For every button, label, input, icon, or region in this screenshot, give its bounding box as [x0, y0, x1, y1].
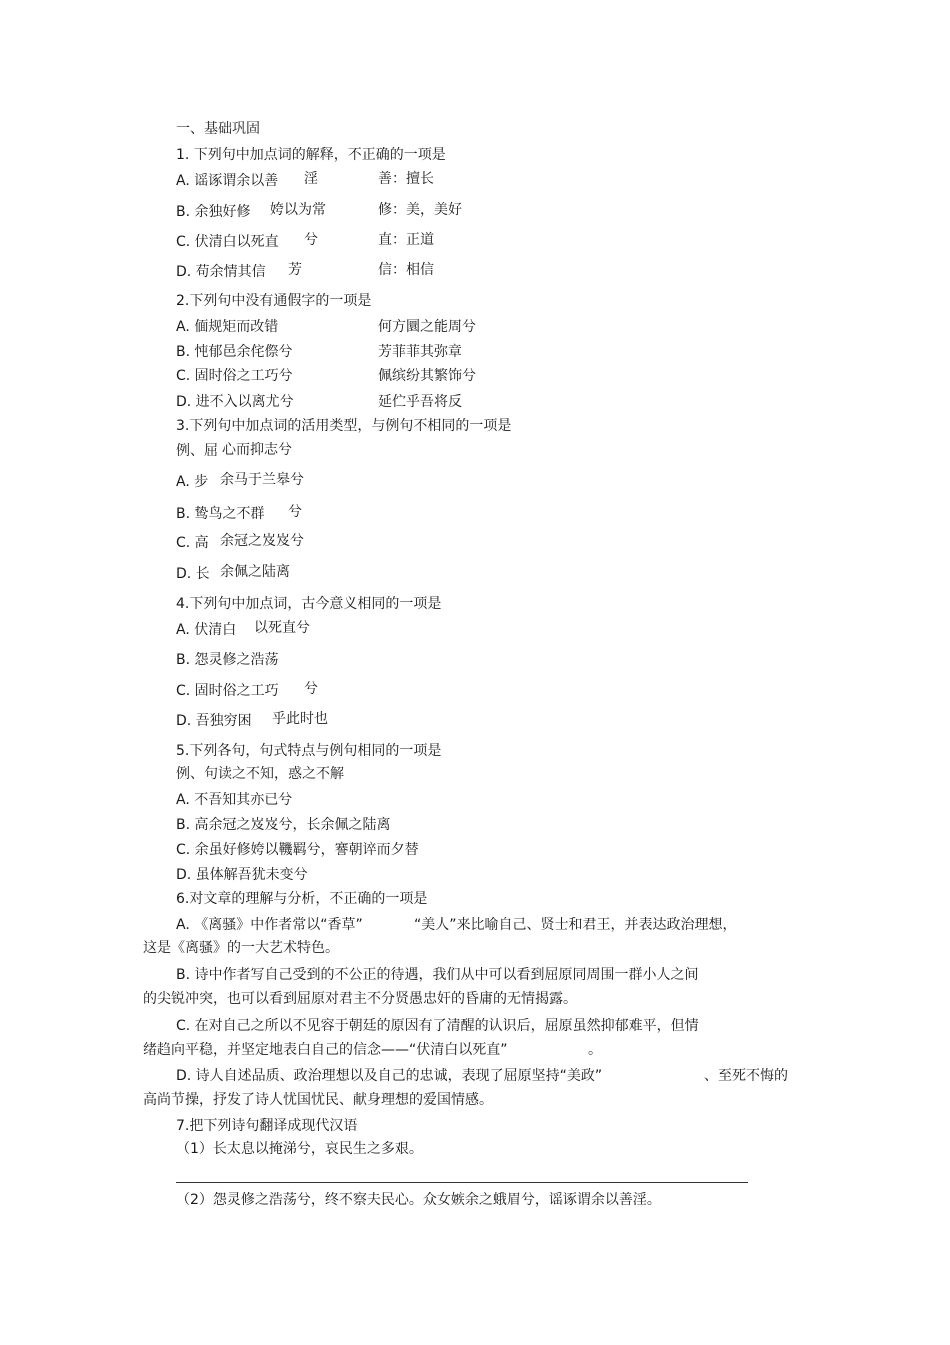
q1-option-d-tail: 芳 [288, 262, 302, 278]
q6-option-c-line1: C. 在对自己之所以不见容于朝廷的原因有了清醒的认识后，屈原虽然抑郁难平，但情 [176, 1018, 699, 1034]
q2-option-b-second: 芳菲菲其弥章 [378, 344, 462, 360]
q3-option-c: C. 高 [176, 535, 209, 551]
q6-option-a-line1a: A. 《离骚》中作者常以“香草” [176, 917, 363, 933]
q1-option-a-explanation: 善：擅长 [378, 171, 434, 187]
answer-line [176, 1182, 748, 1183]
q3-option-d-tail: 余佩之陆离 [220, 564, 290, 580]
q2-option-d: D. 进不入以离尤兮 [176, 394, 294, 410]
q5-option-a: A. 不吾知其亦已兮 [176, 792, 293, 808]
q6-option-a-line1b: “美人”来比喻自己、贤士和君王，并表达政治理想， [414, 917, 737, 933]
q4-option-a: A. 伏清白 [176, 622, 237, 638]
q6-option-d-line1b: 、至死不悔的 [704, 1068, 788, 1084]
q2-option-a: A. 偭规矩而改错 [176, 319, 279, 335]
q2-option-d-second: 延伫乎吾将反 [378, 394, 462, 410]
q2-option-a-second: 何方圜之能周兮 [378, 319, 476, 335]
q5-option-c: C. 余虽好修姱以鞿羁兮，謇朝谇而夕替 [176, 842, 419, 858]
q3-option-b-tail: 兮 [288, 504, 302, 520]
q3-option-a: A. 步 [176, 474, 209, 490]
q1-option-c-explanation: 直：正道 [378, 232, 434, 248]
q1-option-d-explanation: 信：相信 [378, 262, 434, 278]
q6-option-b-line1: B. 诗中作者写自己受到的不公正的待遇，我们从中可以看到屈原同周围一群小人之间 [176, 967, 699, 983]
q4-option-c-tail: 兮 [304, 681, 318, 697]
question-6-stem: 6.对文章的理解与分析，不正确的一项是 [176, 891, 428, 907]
q3-option-c-tail: 余冠之岌岌兮 [220, 533, 304, 549]
q3-option-b: B. 鸷鸟之不群 [176, 506, 265, 522]
q1-option-a: A. 谣诼谓余以善 [176, 173, 279, 189]
q1-option-b-tail: 姱以为常 [270, 202, 326, 218]
q1-option-c: C. 伏清白以死直 [176, 234, 279, 250]
q3-option-d: D. 长 [176, 566, 210, 582]
q1-option-b-explanation: 修：美，美好 [378, 202, 462, 218]
q3-option-a-tail: 余马于兰皋兮 [220, 472, 304, 488]
q6-option-c-line2a: 绪趋向平稳，并坚定地表白自己的信念——“伏清白以死直” [143, 1042, 508, 1058]
q4-option-c: C. 固时俗之工巧 [176, 683, 279, 699]
question-7-stem: 7.把下列诗句翻译成现代汉语 [176, 1118, 358, 1134]
q3-example-head: 例、屈 [176, 443, 218, 459]
q1-option-c-tail: 兮 [304, 232, 318, 248]
q4-option-d: D. 吾独穷困 [176, 713, 252, 729]
question-5-stem: 5.下列各句，句式特点与例句相同的一项是 [176, 743, 442, 759]
q7-item-1: （1）长太息以掩涕兮，哀民生之多艰。 [176, 1141, 423, 1157]
q2-option-c: C. 固时俗之工巧兮 [176, 368, 293, 384]
q3-example-tail: 心而抑志兮 [222, 442, 292, 458]
q6-option-b-line2: 的尖锐冲突，也可以看到屈原对君主不分贤愚忠奸的昏庸的无情揭露。 [143, 991, 577, 1007]
q1-option-a-tail: 淫 [304, 171, 318, 187]
question-3-stem: 3.下列句中加点词的活用类型，与例句不相同的一项是 [176, 418, 512, 434]
q2-option-c-second: 佩缤纷其繁饰兮 [378, 368, 476, 384]
section-title: 一、基础巩固 [176, 121, 260, 137]
q5-example: 例、句读之不知，惑之不解 [176, 766, 344, 782]
q2-option-b: B. 忳郁邑余侘傺兮 [176, 344, 293, 360]
q6-option-d-line1a: D. 诗人自述品质、政治理想以及自己的忠诚，表现了屈原坚持“美政” [176, 1068, 603, 1084]
question-4-stem: 4.下列句中加点词，古今意义相同的一项是 [176, 596, 442, 612]
q7-item-2: （2）怨灵修之浩荡兮，终不察夫民心。众女嫉余之蛾眉兮，谣诼谓余以善淫。 [176, 1192, 661, 1208]
q5-option-d: D. 虽体解吾犹未变兮 [176, 867, 308, 883]
question-1-stem: 1. 下列句中加点词的解释，不正确的一项是 [176, 147, 446, 163]
q4-option-b: B. 怨灵修之浩荡 [176, 652, 279, 668]
question-2-stem: 2.下列句中没有通假字的一项是 [176, 293, 372, 309]
q6-option-d-line2: 高尚节操，抒发了诗人忧国忧民、献身理想的爱国情感。 [143, 1092, 493, 1108]
q6-option-a-line2: 这是《离骚》的一大艺术特色。 [143, 940, 339, 956]
q1-option-d: D. 苟余情其信 [176, 264, 266, 280]
q4-option-a-tail: 以死直兮 [254, 620, 310, 636]
q6-option-c-line2b: 。 [588, 1042, 602, 1058]
q4-option-d-tail: 乎此时也 [272, 711, 328, 727]
q1-option-b: B. 余独好修 [176, 204, 251, 220]
q5-option-b: B. 高余冠之岌岌兮，长余佩之陆离 [176, 817, 391, 833]
